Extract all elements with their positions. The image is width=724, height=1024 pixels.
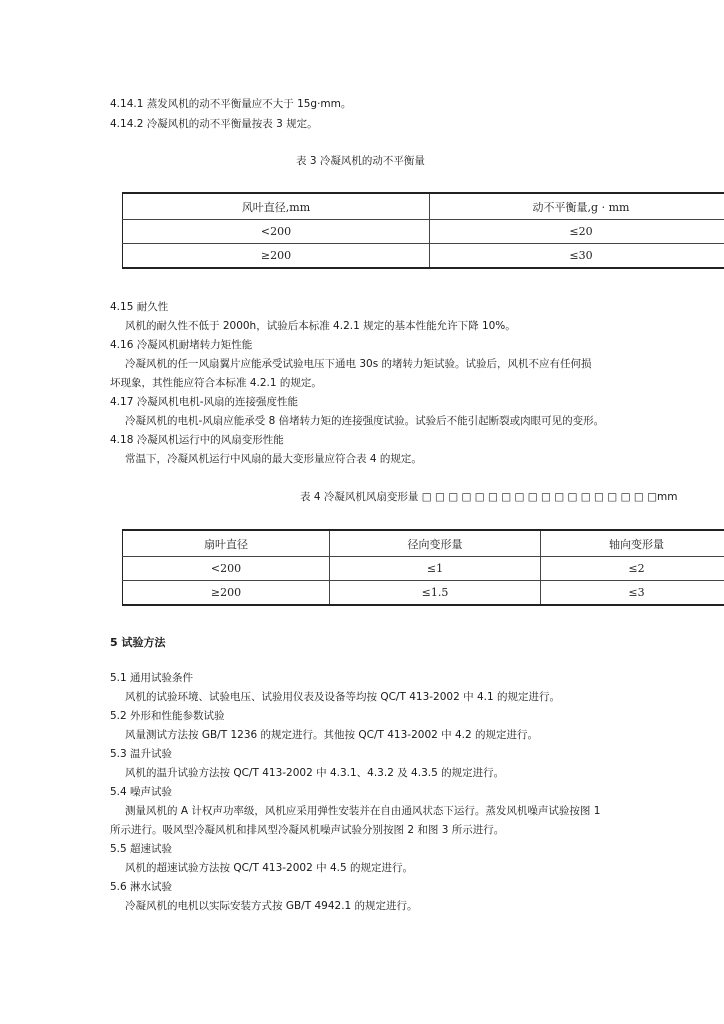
table-cell: ≤1.5 [330,581,541,606]
clause-4-16-body: 冷凝风机的任一风扇翼片应能承受试验电压下通电 30s 的堵转力矩试验。试验后，风机不应有任何损 [125,358,592,370]
table-cell: <200 [123,557,330,581]
table-row [123,220,724,244]
table-header-cell: 风叶直径,mm [123,193,430,220]
table-header-row [123,193,724,220]
section-5-title: 5 试验方法 [110,636,166,649]
table-cell: ≥200 [123,581,330,606]
table3 [122,192,724,269]
clause-5-3-title: 5.3 温升试验 [110,748,173,760]
clause-4-14-2: 4.14.2 冷凝风机的动不平衡量按表 3 规定。 [110,118,318,130]
table-row [123,557,724,581]
clause-5-1-title: 5.1 通用试验条件 [110,672,194,684]
table-cell: ≤3 [541,581,724,606]
clause-4-16-title: 4.16 冷凝风机耐堵转力矩性能 [110,339,253,351]
clause-4-17-title: 4.17 冷凝风机电机-风扇的连接强度性能 [110,396,299,408]
clause-4-18-body: 常温下，冷凝风机运行中风扇的最大变形量应符合表 4 的规定。 [125,453,422,465]
table-cell: ≥200 [123,244,430,269]
clause-4-15-title: 4.15 耐久性 [110,301,169,313]
table-row [123,244,724,269]
clause-5-2-title: 5.2 外形和性能参数试验 [110,710,225,722]
table-header-row [123,530,724,557]
table4-caption: 表 4 冷凝风机风扇变形量 □ □ □ □ □ □ □ □ □ □ □ □ □ □ □ □ □ □mm [300,491,678,503]
clause-5-5-title: 5.5 超速试验 [110,843,173,855]
table-header-cell: 动不平衡量,g · mm [430,193,724,220]
clause-5-5-body: 风机的超速试验方法按 QC/T 413-2002 中 4.5 的规定进行。 [125,862,413,874]
clause-5-2-body: 风量测试方法按 GB/T 1236 的规定进行。其他按 QC/T 413-2002 中 4.2 的规定进行。 [125,729,539,741]
table-header-cell: 扇叶直径 [123,530,330,557]
table3-caption: 表 3 冷凝风机的动不平衡量 [296,155,425,167]
clause-5-4-body: 测量风机的 A 计权声功率级，风机应采用弹性安装并在自由通风状态下运行。蒸发风机噪声试验按图 1 [125,805,601,817]
clause-5-4-body-cont: 所示进行。吸风型冷凝风机和排风型冷凝风机噪声试验分别按图 2 和图 3 所示进行。 [110,824,505,836]
clause-5-6-title: 5.6 淋水试验 [110,881,173,893]
clause-5-1-body: 风机的试验环境、试验电压、试验用仪表及设备等均按 QC/T 413-2002 中 4.1 的规定进行。 [125,691,560,703]
clause-5-6-body: 冷凝风机的电机以实际安装方式按 GB/T 4942.1 的规定进行。 [125,900,418,912]
table-cell: ≤1 [330,557,541,581]
clause-5-3-body: 风机的温升试验方法按 QC/T 413-2002 中 4.3.1、4.3.2 及 4.3.5 的规定进行。 [125,767,505,779]
table-cell: ≤2 [541,557,724,581]
clause-4-15-body: 风机的耐久性不低于 2000h，试验后本标准 4.2.1 规定的基本性能允许下降 10%。 [125,320,516,332]
table-header-cell: 径向变形量 [330,530,541,557]
table-cell: ≤20 [430,220,724,244]
table-cell: <200 [123,220,430,244]
clause-5-4-title: 5.4 噪声试验 [110,786,173,798]
clause-4-16-body-cont: 坏现象，其性能应符合本标准 4.2.1 的规定。 [110,377,322,389]
clause-4-18-title: 4.18 冷凝风机运行中的风扇变形性能 [110,434,284,446]
clause-4-14-1: 4.14.1 蒸发风机的动不平衡量应不大于 15g·mm。 [110,98,352,110]
table-row [123,581,724,606]
table4 [122,529,724,606]
clause-4-17-body: 冷凝风机的电机-风扇应能承受 8 倍堵转力矩的连接强度试验。试验后不能引起断裂或肉眼可见的变形。 [125,415,605,427]
table-cell: ≤30 [430,244,724,269]
table-header-cell: 轴向变形量 [541,530,724,557]
